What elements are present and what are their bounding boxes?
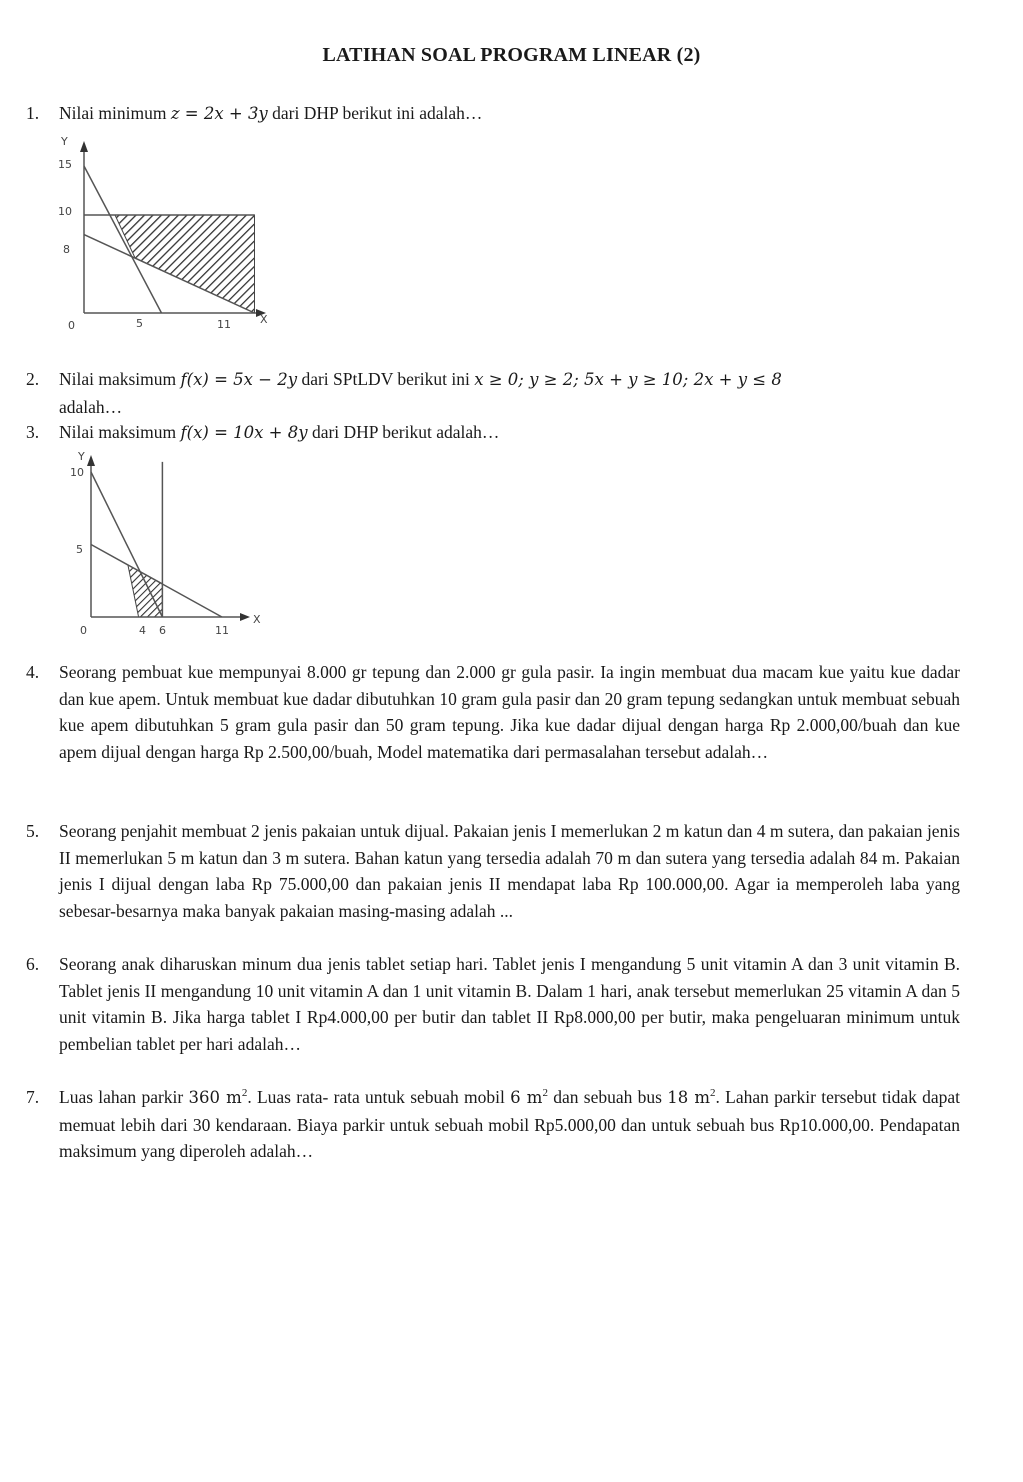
superscript: 2 xyxy=(710,1087,716,1100)
question-text: . Luas rata- rata untuk sebuah mobil xyxy=(247,1087,505,1107)
question-text: dari SPtLDV berikut ini xyxy=(301,369,470,389)
question-number: 4. xyxy=(26,662,40,682)
question-text: Seorang anak diharuskan minum dua jenis tablet setiap hari. Tablet jenis I mengandung 5 unit vitamin A dan 3 unit vitamin B. Tablet jenis II mengandung 10 unit vitamin A dan 1 unit vitamin B. Dalam 1 hari, anak tersebut memerlukan 25 vitamin A dan 5 unit vitamin B. Jika harga tablet I Rp4.000,00 per butir dan tablet II Rp8.000,00 per butir, maka pengeluaran minimum untuk pembelian tablet per hari adalah… xyxy=(59,954,960,1054)
area-car: 6 m xyxy=(510,1088,543,1107)
y-axis-label: Y xyxy=(61,135,68,148)
y-axis-arrow xyxy=(87,455,95,466)
x-tick-label: 11 xyxy=(215,624,229,637)
superscript: 2 xyxy=(241,1087,248,1100)
x-tick-label: 5 xyxy=(136,317,143,330)
x-axis-label: X xyxy=(253,613,261,626)
graph-2 xyxy=(56,446,276,646)
x-tick-label: 0 xyxy=(80,624,87,637)
line-10-6 xyxy=(91,472,162,617)
question-number: 7. xyxy=(26,1087,40,1107)
area-bus: 18 m xyxy=(667,1088,711,1107)
superscript: 2 xyxy=(542,1087,548,1100)
question-text: dari DHP berikut ini adalah… xyxy=(272,103,483,123)
question-text: Nilai maksimum xyxy=(59,422,177,442)
question-text: dari DHP berikut adalah… xyxy=(311,422,500,442)
question-text: Nilai minimum xyxy=(59,103,167,123)
question-2 xyxy=(26,366,960,420)
question-text: dan sebuah bus xyxy=(553,1087,662,1107)
question-text: Nilai maksimum xyxy=(59,369,177,389)
objective-formula: f(x) = 10x + 8y xyxy=(180,423,308,442)
question-text: Luas lahan parkir xyxy=(59,1087,184,1107)
question-number: 5. xyxy=(26,821,40,841)
y-axis-label: Y xyxy=(78,450,85,463)
y-tick-label: 8 xyxy=(63,243,70,256)
y-tick-label: 15 xyxy=(58,158,72,171)
question-number: 6. xyxy=(26,954,40,974)
question-1 xyxy=(26,100,960,128)
x-tick-label: 6 xyxy=(159,624,166,637)
constraint-list: x ≥ 0; y ≥ 2; 5x + y ≥ 10; 2x + y ≤ 8 xyxy=(474,370,782,389)
question-6 xyxy=(26,951,960,1057)
x-tick-label: 11 xyxy=(217,318,231,331)
x-tick-label: 0 xyxy=(68,319,75,332)
objective-formula: f(x) = 5x − 2y xyxy=(180,370,298,389)
question-3 xyxy=(26,419,960,447)
page-title: LATIHAN SOAL PROGRAM LINEAR (2) xyxy=(322,44,701,66)
question-7 xyxy=(26,1084,960,1165)
y-tick-label: 10 xyxy=(58,205,72,218)
question-text: Seorang penjahit membuat 2 jenis pakaian untuk dijual. Pakaian jenis I memerlukan 2 m katun dan 4 m sutera, dan pakaian jenis II memerlukan 5 m katun dan 3 m sutera. Bahan katun yang tersedia adalah 70 m dan sutera yang tersedia adalah 84 m. Pakaian jenis I dijual dengan laba Rp 75.000,00 dan pakaian jenis II mendapat laba Rp 100.000,00. Agar ia memperoleh laba yang sebesar-besarnya maka banyak pakaian masing-masing adalah ... xyxy=(59,821,960,921)
feasible-region xyxy=(128,565,163,617)
y-axis-arrow xyxy=(80,141,88,152)
question-number: 3. xyxy=(26,422,40,442)
question-4 xyxy=(26,659,960,765)
area-total: 360 m xyxy=(188,1088,242,1107)
objective-formula: z = 2x + 3y xyxy=(170,104,268,123)
y-tick-label: 5 xyxy=(76,543,83,556)
question-number: 2. xyxy=(26,369,40,389)
graph-1 xyxy=(44,128,284,338)
question-text: . Lahan parkir tersebut tidak dapat memuat lebih dari 30 kendaraan. Biaya parkir untuk sebuah mobil Rp5.000,00 dan untuk sebuah bus Rp10.000,00. Pendapatan maksimum yang diperoleh adalah… xyxy=(59,1087,961,1161)
x-axis-arrow xyxy=(240,613,250,621)
x-tick-label: 4 xyxy=(139,624,146,637)
x-axis-label: X xyxy=(260,313,268,326)
y-tick-label: 10 xyxy=(70,466,84,479)
shaded-region xyxy=(128,565,163,617)
question-5 xyxy=(26,818,960,924)
question-text: adalah… xyxy=(59,396,123,417)
question-number: 1. xyxy=(26,103,40,123)
question-text: Seorang pembuat kue mempunyai 8.000 gr tepung dan 2.000 gr gula pasir. Ia ingin membuat dua macam kue yaitu kue dadar dan kue apem. Untuk membuat kue dadar dibutuhkan 10 gram gula pasir dan 20 gram tepung sedangkan untuk membuat sebuah kue apem dibutuhkan 5 gram gula pasir dan 50 gram tepung. Jika kue dadar dijual dengan harga Rp 2.000,00/buah dan kue apem dijual dengan harga Rp 2.500,00/buah, Model matematika dari permasalahan tersebut adalah… xyxy=(59,662,960,762)
